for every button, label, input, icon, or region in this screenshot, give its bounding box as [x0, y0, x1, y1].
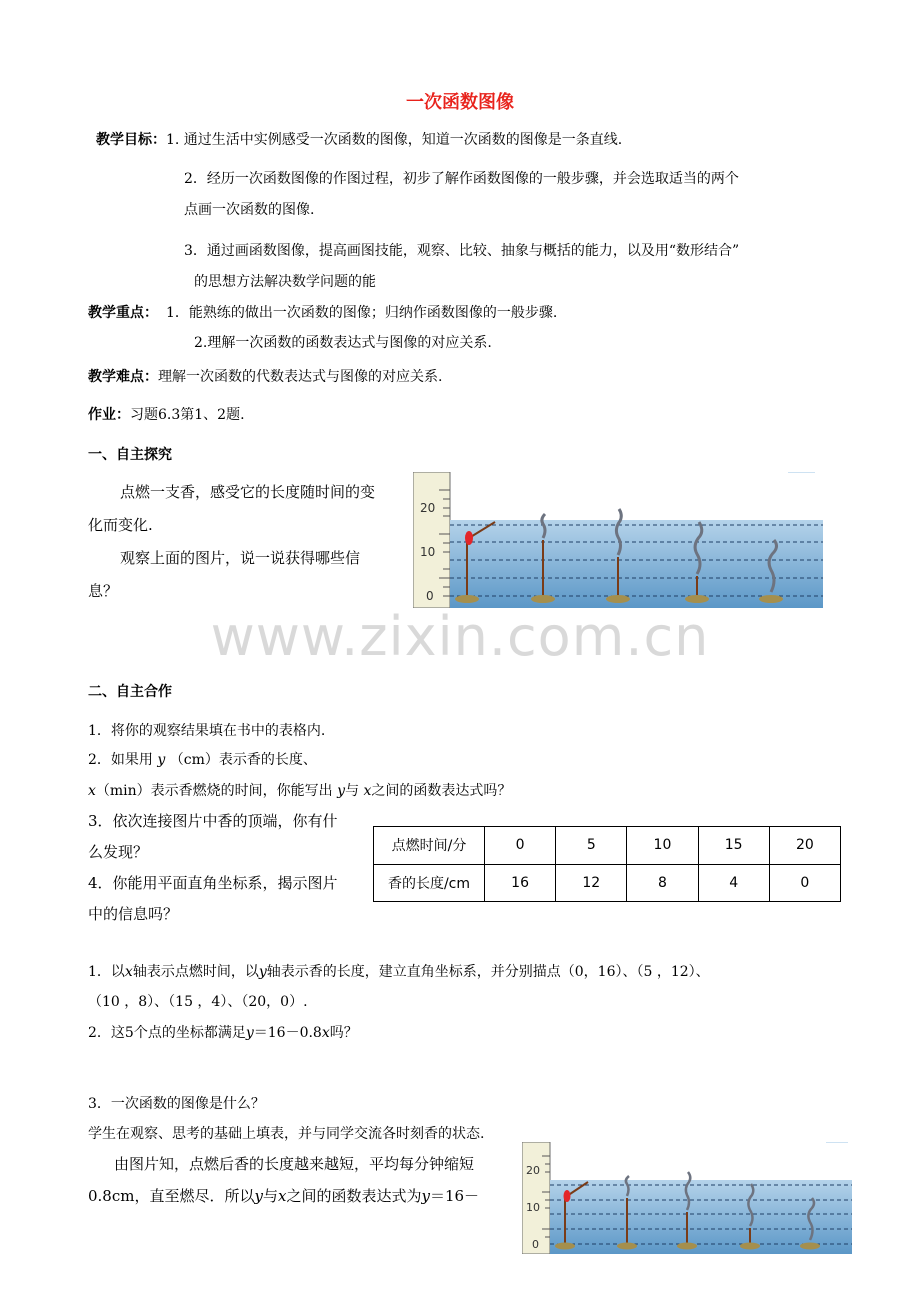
section1-line-3: 观察上面的图片，说一说获得哪些信	[120, 549, 361, 567]
section2-q3-line-1: 3．依次连接图片中香的顶端，你有什	[88, 812, 338, 830]
homework-block	[88, 404, 245, 424]
ruler-label-0: 0	[532, 1238, 539, 1251]
table-cell: 5	[556, 827, 627, 865]
answer-2: 2．这5个点的坐标都满足y＝16－0.8x吗？	[88, 1025, 358, 1041]
table-cell: 15	[698, 827, 769, 865]
answer-1-cont: （10 ，8）、（15 ，4）、（20，0）.	[88, 994, 308, 1010]
section2-heading: 二、自主合作	[88, 684, 172, 700]
objective-item-2: 2．经历一次函数图像的作图过程，初步了解作函数图像的一般步骤，并会选取适当的两个	[184, 171, 739, 187]
ruler-label-10: 10	[526, 1201, 540, 1214]
section1-line-1: 点燃一支香，感受它的长度随时间的变	[120, 483, 376, 501]
table-row	[374, 864, 841, 902]
answer-1: 1．以x轴表示点燃时间，以y轴表示香的长度，建立直角坐标系，并分别描点（0，16）、（5 ，12）、	[88, 964, 710, 980]
ruler-label-20: 20	[526, 1164, 540, 1177]
water-background	[450, 520, 823, 608]
ruler	[413, 472, 450, 608]
objectives-label: 教学目标：	[96, 132, 166, 148]
section2-q4-line-2: 中的信息吗？	[88, 905, 179, 923]
conclusion-line-1: 由图片知，点燃后香的长度越来越短，平均每分钟缩短	[114, 1155, 475, 1173]
table-header-cell: 点燃时间/分	[374, 827, 485, 865]
section2-q2b: x（min）表示香燃烧的时间，你能写出 y与 x之间的函数表达式吗？	[88, 783, 512, 799]
ruler-label-10: 10	[420, 545, 436, 559]
objective-item-3: 3．通过画函数图像，提高画图技能，观察、比较、抽象与概括的能力，以及用“数形结合”	[184, 243, 740, 259]
section2-q1: 1．将你的观察结果填在书中的表格内.	[88, 723, 326, 739]
homework-label: 作业：	[88, 407, 130, 423]
table-cell: 12	[556, 864, 627, 902]
table-cell: 10	[627, 827, 698, 865]
answer-3-cont: 学生在观察、思考的基础上填表，并与同学交流各时刻香的状态.	[88, 1126, 485, 1142]
table-cell: 0	[485, 827, 556, 865]
key-point-1: 1．能熟练的做出一次函数的图像；归纳作函数图像的一般步骤.	[166, 305, 558, 321]
section2-q2a: 2．如果用 y （cm）表示香的长度、	[88, 752, 317, 768]
objective-item-2-cont: 点画一次函数的图像.	[184, 202, 315, 218]
section1-heading: 一、自主探究	[88, 447, 172, 463]
objective-item-1: 1. 通过生活中实例感受一次函数的图像，知道一次函数的图像是一条直线.	[166, 132, 623, 148]
objectives-block	[96, 129, 622, 149]
page-title: 一次函数图像	[406, 92, 514, 113]
watermark: www.zixin.com.cn	[210, 605, 710, 668]
homework-text: 习题6.3第1、2题.	[130, 407, 245, 423]
table-cell: 0	[769, 864, 840, 902]
section1-line-2: 化而变化.	[88, 516, 153, 534]
ruler-label-20: 20	[420, 501, 436, 515]
data-table	[373, 826, 841, 902]
answer-3: 3．一次函数的图像是什么？	[88, 1096, 265, 1112]
incense-figure-2	[522, 1142, 854, 1254]
difficulty-label: 教学难点：	[88, 369, 158, 385]
difficulty-block	[88, 366, 442, 386]
table-cell: 16	[485, 864, 556, 902]
table-row	[374, 827, 841, 865]
ruler-label-0: 0	[426, 589, 434, 603]
table-cell: 8	[627, 864, 698, 902]
incense-figure-1	[413, 472, 825, 608]
table-header-cell: 香的长度/cm	[374, 864, 485, 902]
section2-q3-line-2: 么发现？	[88, 843, 149, 861]
key-point-2: 2.理解一次函数的函数表达式与图像的对应关系.	[194, 335, 492, 351]
conclusion-line-2: 0.8cm，直至燃尽．所以y与x之间的函数表达式为y＝16－	[88, 1187, 480, 1205]
difficulty-text: 理解一次函数的代数表达式与图像的对应关系.	[158, 369, 443, 385]
key-points-label: 教学重点：	[88, 305, 158, 321]
section1-line-4: 息？	[88, 582, 119, 600]
table-cell: 20	[769, 827, 840, 865]
key-points-block	[88, 302, 557, 322]
table-cell: 4	[698, 864, 769, 902]
section2-q4-line-1: 4．你能用平面直角坐标系，揭示图片	[88, 874, 338, 892]
objective-item-3-cont: 的思想方法解决数学问题的能	[194, 274, 376, 290]
